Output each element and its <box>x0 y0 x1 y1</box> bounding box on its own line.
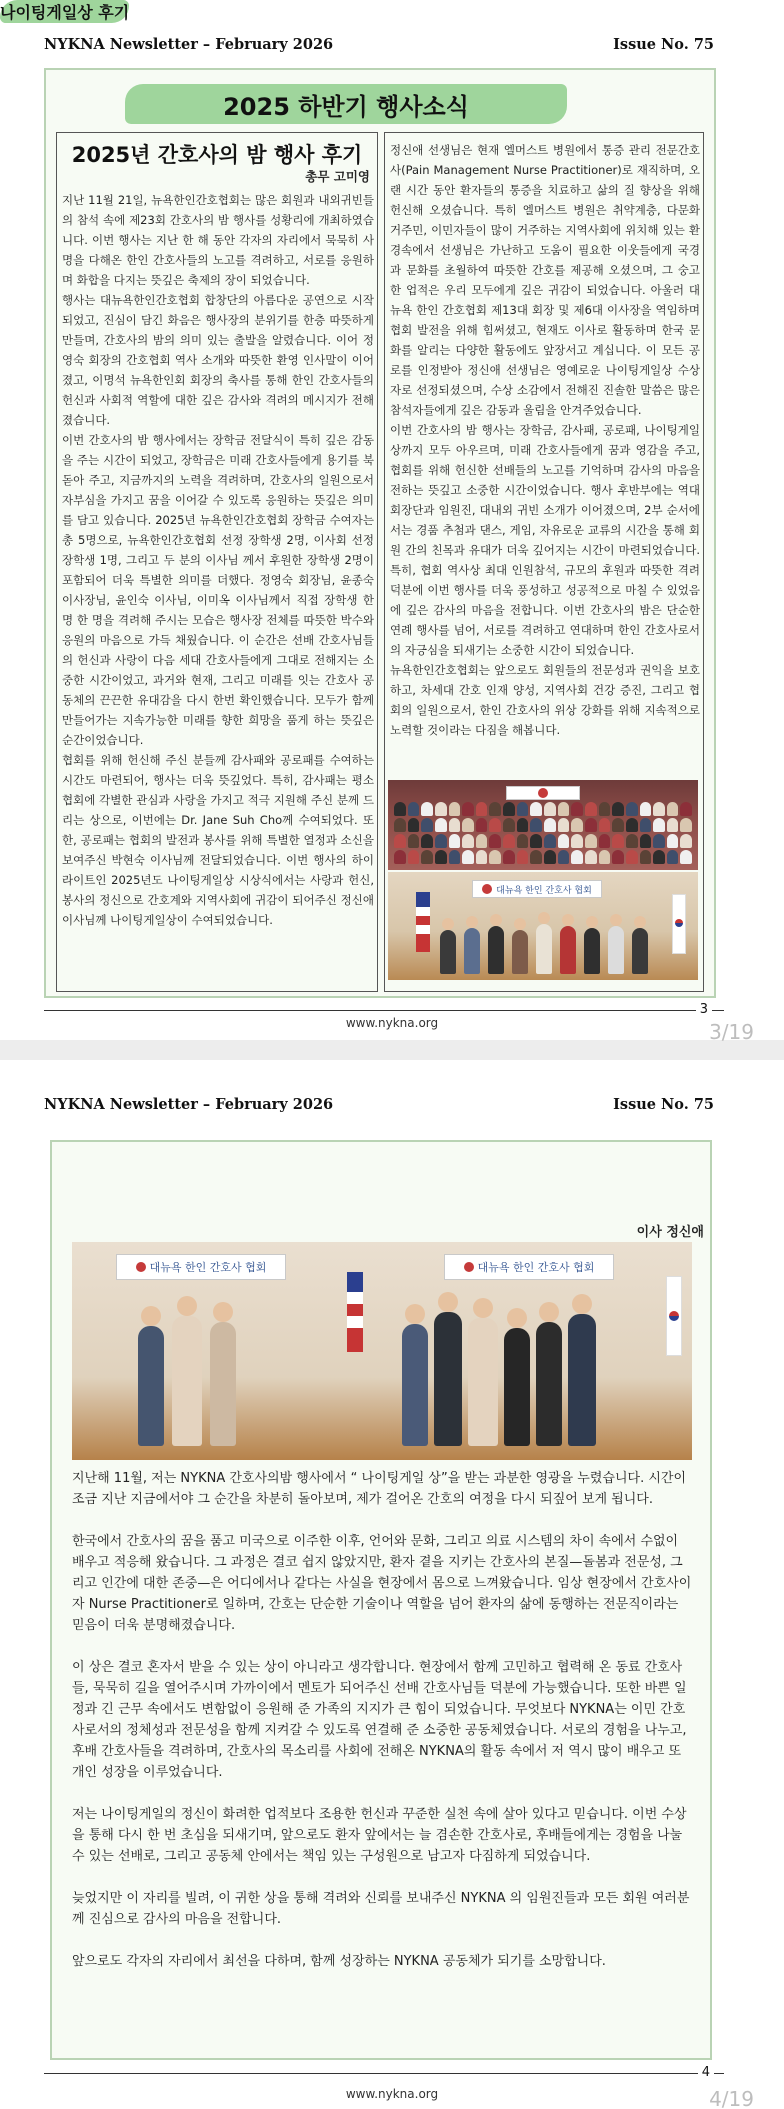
crowd-person <box>421 850 433 864</box>
award-photo <box>388 872 698 980</box>
person <box>608 926 624 974</box>
essay-paragraph: 이 상은 결코 혼자서 받을 수 있는 상이 아니라고 생각합니다. 현장에서 함께 고민하고 협력해 온 동료 간호사들, 묵묵히 길을 열어주시며 가까이에서 멘토가 되어주신 선배 간호사님들 덕분에 가능했습니다. 또한 바쁜 일정과 긴 근무 속에서도 변함없이 응원해 준 가족의 지지가 큰 힘이 되었습니다. 무엇보다 NYKNA는 이민 간호사로서의 정체성과 전문성을 함께 지켜갈 수 있도록 연결해 준 소중한 공동체였습니다. 서로의 경험을 나누고, 후배 간호사들을 격려하며, 간호사의 목소리를 사회에 전해온 NYKNA의 활동 속에서 저 역시 많이 배우고 또 개인 성장을 이루었습니다. <box>72 1660 687 1780</box>
association-logo-icon <box>464 1262 474 1272</box>
crowd-person <box>599 834 611 848</box>
crowd-person <box>680 834 692 848</box>
person <box>440 930 456 974</box>
crowd-row <box>394 850 692 864</box>
crowd-person <box>449 818 461 832</box>
crowd-person <box>544 818 556 832</box>
crowd-person <box>612 850 624 864</box>
crowd-person <box>530 834 542 848</box>
issue-number: Issue No. 75 <box>613 1096 714 1113</box>
crowd-person <box>680 850 692 864</box>
crowd-person <box>394 834 406 848</box>
stage-sign-text: 대뉴욕 한인 간호사 협회 <box>496 885 592 896</box>
crowd-person <box>449 802 461 816</box>
crowd-person <box>653 850 665 864</box>
page-number: 4 <box>698 2065 714 2080</box>
crowd-person <box>599 850 611 864</box>
award-ceremony-photo <box>72 1242 692 1460</box>
crowd-person <box>599 802 611 816</box>
crowd-person <box>680 802 692 816</box>
page-header <box>44 36 714 53</box>
crowd-person <box>585 802 597 816</box>
person <box>512 930 528 974</box>
crowd-person <box>503 850 515 864</box>
crowd-person <box>599 818 611 832</box>
crowd-person <box>489 818 501 832</box>
page-header <box>44 1096 714 1113</box>
crowd-person <box>558 834 570 848</box>
crowd-person <box>435 850 447 864</box>
crowd-person <box>585 818 597 832</box>
crowd-person <box>680 818 692 832</box>
person <box>464 928 480 974</box>
crowd-person <box>626 850 638 864</box>
person <box>434 1312 462 1446</box>
person <box>210 1322 236 1446</box>
crowd-person <box>462 802 474 816</box>
crowd-person <box>530 818 542 832</box>
association-logo-icon <box>136 1262 146 1272</box>
crowd-person <box>667 850 679 864</box>
crowd-person <box>640 818 652 832</box>
crowd-row <box>394 834 692 848</box>
crowd-person <box>585 834 597 848</box>
crowd-person <box>530 802 542 816</box>
association-logo-icon <box>538 788 548 798</box>
stage-sign <box>472 880 602 898</box>
stage-sign <box>116 1254 286 1280</box>
crowd-person <box>476 818 488 832</box>
stage-sign <box>506 786 580 800</box>
crowd-person <box>640 834 652 848</box>
article-body-left: 지난 11월 21일, 뉴욕한인간호협회는 많은 회원과 내외귀빈들의 참석 속에 제23회 간호사의 밤 행사를 성황리에 개최하였습니다. 이번 행사는 지난 한 해 동안 각자의 자리에서 묵묵히 사명을 다해온 한인 간호사들의 노고를 격려하고, 서로를 응원하며 화합을 다지는 뜻깊은 축제의 장이 되었습니다. 행사는 대뉴욕한인간호협회 합창단의 아름다운 공연으로 시작되었고, 진심이 담긴 화음은 행사장의 분위기를 한층 따뜻하게 만들며, 간호사의 밤의 의미 있는 출발을 알렸습니다. 이어 정영숙 회장의 간호협회 역사 소개와 따뜻한 환영 인사말이 이어졌고, 이명석 뉴욕한인회 회장의 축사를 통해 한인 간호사들의 헌신과 사회적 역할에 대한 깊은 감사와 격려의 메시지가 전해졌습니다. 이번 간호사의 밤 행사에서는 장학금 전달식이 특히 깊은 감동을 주는 시간이 되었고, 장학금은 미래 간호사들에게 용기를 북돋아 주고, 지금까지의 노력을 격려하며, 간호사의 일원으로서 자부심을 가지고 꿈을 이어갈 수 있도록 응원하는 뜻깊은 의미를 담고 있습니다. 2025년 뉴욕한인간호협회 장학금 수여자는 총 5명으로, 뉴욕한인간호협회 선정 장학생 2명, 이사회 선정 장학생 1명, 그리고 두 분의 이사님 께서 후원한 장학생 2명이 포함되어 더욱 특별한 의미를 더했다. 정영숙 회장님, 윤종숙 이사장님, 윤인숙 이사님, 이미옥 이사님께서 직접 장학생 한 명 한 명을 격려해 주시는 모습은 행사장 전체를 따뜻한 박수와 응원의 마음으로 가득 채웠습니다. 이 순간은 선배 간호사님들의 헌신과 사랑이 다음 세대 간호사들에게 그대로 전해지는 소중한 시간이었고, 과거와 현재, 그리고 미래를 잇는 간호사 공동체의 끈끈한 유대감을 다시 한번 확인했습니다. 모두가 함께 만들어가는 지속가능한 미래를 향한 희망을 품게 하는 뜻깊은 순간이었습니다. 협회를 위해 헌신해 주신 분들께 감사패와 공로패를 수여하는 시간도 마련되어, 행사는 더욱 뜻깊었다. 특히, 감사패는 평소 협회에 각별한 관심과 사랑을 가지고 적극 지원해 주신 분께 드리는 상으로, 이번에는 Dr. Jane Suh Cho께 수여되었다. 또한, 공로패는 협회의 발전과 봉사를 위해 특별한 열정과 소신을 보여주신 박현숙 이사님께 전달되었습니다. 이번 행사의 하이라이트인 2025년도 나이팅게일상 시상식에서는 사랑과 헌신, 봉사의 정신으로 간호계와 지역사회에 귀감이 되어주신 정신애 이사님께 나이팅게일상이 수여되었습니다. <box>62 193 374 927</box>
crowd-person <box>544 802 556 816</box>
crowd-person <box>517 818 529 832</box>
crowd-person <box>435 834 447 848</box>
footer-url[interactable]: www.nykna.org <box>345 1016 439 1030</box>
us-flag-icon <box>347 1272 363 1352</box>
article-byline: 총무 고미영 <box>305 169 370 184</box>
us-flag-icon <box>416 892 430 952</box>
crowd-person <box>544 834 556 848</box>
crowd-person <box>612 834 624 848</box>
article-byline: 이사 정신애 <box>636 1225 704 1240</box>
crowd-person <box>503 818 515 832</box>
crowd-person <box>435 802 447 816</box>
person <box>584 928 600 974</box>
stage-sign-text: 대뉴욕 한인 간호사 협회 <box>477 1261 595 1274</box>
essay-paragraph: 앞으로도 각자의 자리에서 최선을 다하며, 함께 성장하는 NYKNA 공동체가 되기를 소망합니다. <box>72 1954 606 1969</box>
crowd-person <box>408 834 420 848</box>
crowd-person <box>449 850 461 864</box>
crowd-person <box>408 802 420 816</box>
article-title: 2025년 간호사의 밤 행사 후기 <box>71 143 363 167</box>
person <box>568 1314 596 1446</box>
crowd-person <box>408 818 420 832</box>
crowd-person <box>476 850 488 864</box>
person <box>138 1326 164 1446</box>
crowd-person <box>653 802 665 816</box>
crowd-person <box>571 818 583 832</box>
crowd-person <box>667 818 679 832</box>
crowd-person <box>571 850 583 864</box>
stage-sign <box>444 1254 614 1280</box>
stage-sign-text: 대뉴욕 한인 간호사 협회 <box>149 1261 267 1274</box>
crowd-row <box>394 802 692 816</box>
crowd-person <box>394 802 406 816</box>
crowd-person <box>585 850 597 864</box>
person <box>172 1316 202 1446</box>
article-body-right: 정신애 선생님은 현재 엘머스트 병원에서 통증 관리 전문간호사(Pain Management Nurse Practitioner)로 재직하며, 오랜 시간 동안 환자들의 통증을 치료하고 삶의 질 향상을 위해 헌신해 오셨습니다. 특히 엘머스트 병원은 취약계층, 다문화 거주민, 이민자들이 많이 거주하는 지역사회에 위치해 있는 환경속에서 선생님은 가난하고 도움이 필요한 이웃들에게 국경과 문화를 초월하여 따뜻한 간호를 제공해 오셨으며, 그 숭고한 업적은 우리 모두에게 깊은 귀감이 되었습니다. 아울러 대 뉴욕 한인 간호협회 제13대 회장 및 제6대 이사장을 역임하며 협회 발전을 위해 힘써셨고, 현재도 이사로 활동하며 한국 문화를 알리는 다양한 활동에도 앞장서고 계십니다. 이 모든 공로를 인정받아 정신애 선생님은 영예로운 나이팅게일상 수상자로 선정되셨으며, 수상 소감에서 전해진 진솔한 말씀은 많은 참석자들에게 깊은 감동과 울림을 안겨주었습니다. 이번 간호사의 밤 행사는 장학금, 감사패, 공로패, 나이팅게일상까지 모두 아우르며, 미래 간호사들에게 꿈과 영감을 주고, 협회를 위해 헌신한 선배들의 노고를 기억하며 감사의 마음을 전하는 뜻깊고 소중한 시간이었습니다. 행사 후반부에는 역대 회장단과 임원진, 대내외 귀빈 소개가 이어졌으며, 2부 순서에서는 경품 추첨과 댄스, 게임, 자유로운 교류의 시간을 통해 회원 간의 친목과 유대가 더욱 깊어지는 시간이 마련되었습니다. 특히, 협회 역사상 최대 인원참석, 규모의 후원과 따뜻한 격려 덕분에 이번 행사를 더욱 풍성하고 성공적으로 마칠 수 있었음에 깊은 감사의 마음을 전합니다. 이번 간호사의 밤은 단순한 연례 행사를 넘어, 서로를 격려하고 연대하며 한인 간호사로서의 자긍심을 되새기는 소중한 시간이 되었습니다. 뉴욕한인간호협회는 앞으로도 회원들의 전문성과 권익을 보호하고, 차세대 간호 인재 양성, 지역사회 건강 증진, 그리고 협회의 일원으로서, 한인 간호사의 위상 강화를 위해 지속적으로 노력할 것이라는 다짐을 해봅니다. <box>390 143 700 737</box>
page-number: 3 <box>696 1002 712 1017</box>
newsletter-title: NYKNA Newsletter – February 2026 <box>44 1096 334 1113</box>
footer-rule <box>44 2073 724 2074</box>
crowd-person <box>612 818 624 832</box>
crowd-person <box>462 818 474 832</box>
crowd-person <box>612 802 624 816</box>
crowd-person <box>435 818 447 832</box>
person <box>560 926 576 974</box>
crowd-person <box>640 850 652 864</box>
newsletter-page-3 <box>0 0 784 1044</box>
essay-paragraph: 저는 나이팅게일의 정신이 화려한 업적보다 조용한 헌신과 꾸준한 실천 속에 살아 있다고 믿습니다. 이번 수상을 통해 다시 한 번 초심을 되새기며, 앞으로도 환자 앞에서는 늘 겸손한 간호사로, 후배들에게는 경험을 나눌 수 있는 선배로, 그리고 공동체 안에서는 책임 있는 구성원으로 남고자 다짐하게 되었습니다. <box>72 1807 687 1864</box>
crowd-person <box>626 834 638 848</box>
crowd-person <box>503 802 515 816</box>
viewer-page-indicator: 4/19 <box>709 2087 754 2109</box>
crowd-person <box>653 818 665 832</box>
crowd-person <box>421 802 433 816</box>
footer-url[interactable]: www.nykna.org <box>345 2087 439 2101</box>
crowd-person <box>667 834 679 848</box>
crowd-person <box>626 802 638 816</box>
crowd-person <box>558 818 570 832</box>
crowd-person <box>544 850 556 864</box>
essay-body <box>72 1468 692 2008</box>
person <box>402 1324 428 1446</box>
crowd-person <box>558 850 570 864</box>
issue-number: Issue No. 75 <box>613 36 714 53</box>
korean-flag-icon <box>666 1276 682 1356</box>
crowd-person <box>517 834 529 848</box>
crowd-person <box>503 834 515 848</box>
crowd-person <box>394 850 406 864</box>
crowd-person <box>640 802 652 816</box>
essay-paragraph: 늦었지만 이 자리를 빌려, 이 귀한 상을 통해 격려와 신뢰를 보내주신 NYKNA 의 임원진들과 모든 회원 여러분께 진심으로 감사의 마음을 전합니다. <box>72 1891 690 1927</box>
person <box>632 928 648 974</box>
essay-paragraph: 지난해 11월, 저는 NYKNA 간호사의밤 행사에서 “ 나이팅게일 상”을 받는 과분한 영광을 누렸습니다. 시간이 조금 지난 지금에서야 그 순간을 차분히 돌아보며, 제가 걸어온 간호의 여정을 다시 되짚어 보게 됩니다. <box>72 1471 687 1507</box>
crowd-person <box>489 850 501 864</box>
crowd-person <box>489 802 501 816</box>
crowd-person <box>394 818 406 832</box>
crowd-person <box>462 850 474 864</box>
section-banner: 2025 하반기 행사소식 <box>125 84 567 124</box>
group-photo <box>388 780 698 870</box>
crowd-person <box>449 834 461 848</box>
person <box>504 1328 530 1446</box>
crowd-person <box>489 834 501 848</box>
essay-paragraph: 한국에서 간호사의 꿈을 품고 미국으로 이주한 이후, 언어와 문화, 그리고 의료 시스템의 차이 속에서 수없이 배우고 적응해 왔습니다. 그 과정은 결코 쉽지 않았지만, 환자 곁을 지키는 간호사의 본질—돌봄과 전문성, 그리고 인간에 대한 존중—은 어디에서나 같다는 사실을 현장에서 몸으로 느껴왔습니다. 임상 현장에서 간호사이자 Nurse Practitioner로 일하며, 간호는 단순한 기술이나 역할을 넘어 환자의 삶에 동행하는 전문직이라는 믿음이 더욱 분명해졌습니다. <box>72 1534 692 1633</box>
crowd-person <box>530 850 542 864</box>
crowd-person <box>408 850 420 864</box>
crowd-person <box>653 834 665 848</box>
person <box>536 924 552 974</box>
crowd-person <box>667 802 679 816</box>
crowd-person <box>571 802 583 816</box>
newsletter-title: NYKNA Newsletter – February 2026 <box>44 36 334 53</box>
crowd-person <box>421 834 433 848</box>
crowd-person <box>476 834 488 848</box>
korean-flag-icon <box>672 894 686 954</box>
section-banner: 나이팅게일상 후기 <box>0 0 129 23</box>
crowd-person <box>462 834 474 848</box>
crowd-person <box>558 802 570 816</box>
footer-rule <box>44 1010 724 1011</box>
person <box>468 1318 498 1446</box>
crowd-person <box>571 834 583 848</box>
crowd-person <box>517 850 529 864</box>
crowd-person <box>421 818 433 832</box>
crowd-person <box>626 818 638 832</box>
crowd-person <box>517 802 529 816</box>
association-logo-icon <box>482 884 492 894</box>
person <box>488 926 504 974</box>
crowd-row <box>394 818 692 832</box>
viewer-page-indicator: 3/19 <box>709 1020 754 1044</box>
person <box>536 1322 562 1446</box>
crowd-person <box>476 802 488 816</box>
